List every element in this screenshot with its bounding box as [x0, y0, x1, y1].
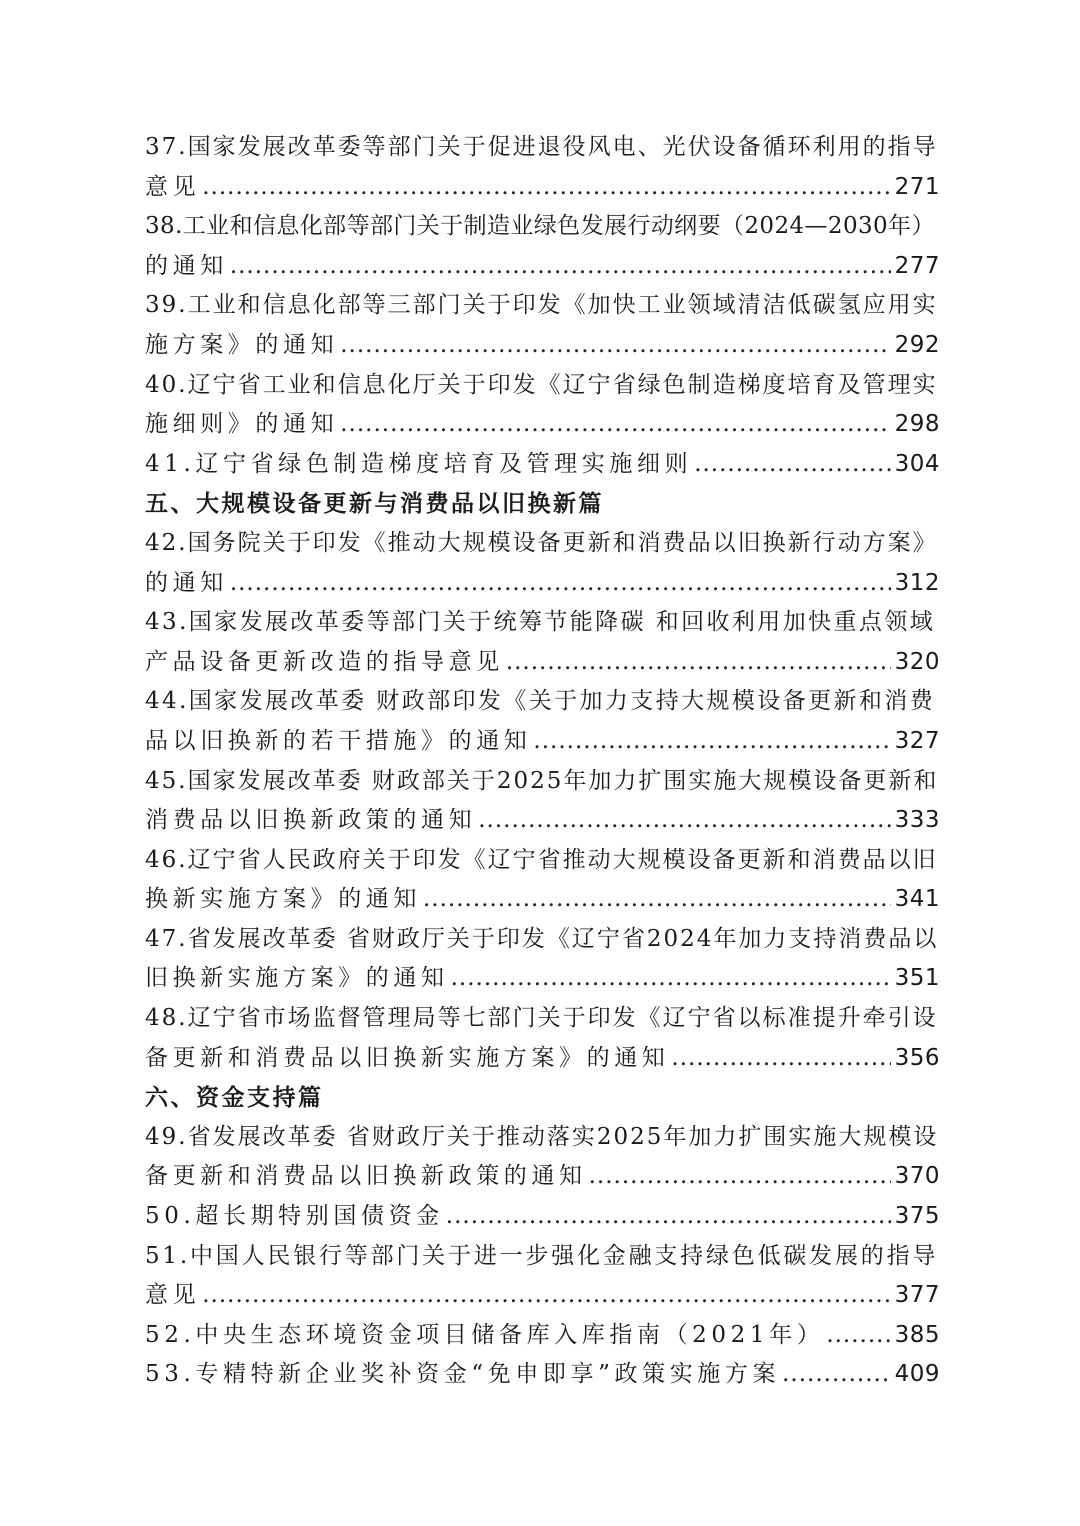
toc-entry-last-line — [145, 326, 940, 366]
section-heading: 六、资金支持篇 — [145, 1084, 324, 1112]
page-number: 271 — [894, 173, 940, 200]
toc-entry-last-line — [145, 564, 940, 604]
leader-dots — [589, 1157, 891, 1197]
toc-entry-last-line — [145, 801, 940, 841]
toc-entry-last-line — [145, 1276, 940, 1316]
page-number: 409 — [894, 1361, 940, 1388]
toc-entry-title-cont: 41.辽宁省绿色制造梯度培育及管理实施细则 — [145, 450, 693, 477]
toc-entry-title: 48.辽宁省市场监督管理局等七部门关于印发《辽宁省以标准提升牵引设 — [145, 1005, 938, 1032]
toc-entry-last-line — [145, 168, 940, 208]
toc-entry-last-line — [145, 722, 940, 762]
toc-entry-title: 37.国家发展改革委等部门关于促进退役风电、光伏设备循环利用的指导 — [145, 134, 938, 160]
toc-entry-title-cont: 备更新和消费品以旧换新政策的通知 — [145, 1163, 587, 1190]
toc-entry-last-line — [145, 880, 940, 920]
toc-entry-last-line — [145, 1197, 940, 1237]
toc-entry-last-line — [145, 1039, 940, 1079]
toc-entry-title-cont: 品以旧换新的若干措施》的通知 — [145, 727, 532, 754]
page-number: 351 — [894, 965, 940, 992]
toc-entry-title: 46.辽宁省人民政府关于印发《辽宁省推动大规模设备更新和消费品以旧 — [145, 846, 938, 873]
toc-entry-title-cont: 旧换新实施方案》的通知 — [145, 965, 449, 992]
page-number: 277 — [894, 252, 940, 279]
toc-entry-last-line — [145, 1157, 940, 1197]
section-heading: 五、大规模设备更新与消费品以旧换新篇 — [145, 490, 604, 518]
leader-dots — [478, 801, 890, 841]
page-number: 341 — [894, 886, 940, 913]
leader-dots — [671, 1039, 890, 1079]
toc-entry-title-cont: 52.中央生态环境资金项目储备库入库指南（2021年） — [145, 1321, 825, 1348]
table-of-contents — [145, 128, 940, 1395]
toc-entry-title-cont: 意见 — [145, 1282, 201, 1309]
page-number: 292 — [894, 331, 940, 358]
toc-entry-last-line — [145, 959, 940, 999]
toc-entry-last-line — [145, 1316, 940, 1356]
toc-entry-title-cont: 换新实施方案》的通知 — [145, 886, 421, 913]
page-number: 312 — [894, 569, 940, 596]
leader-dots — [451, 959, 891, 999]
toc-entry-title: 38.工业和信息化部等部门关于制造业绿色发展行动纲要（2024—2030年） — [145, 213, 935, 240]
leader-dots — [230, 564, 891, 604]
leader-dots — [826, 1316, 890, 1356]
toc-entry-title: 51.中国人民银行等部门关于进一步强化金融支持绿色低碳发展的指导 — [145, 1242, 939, 1269]
toc-entry-last-line — [145, 1355, 940, 1395]
toc-entry-last-line — [145, 247, 940, 287]
toc-entry-title: 40.辽宁省工业和信息化厅关于印发《辽宁省绿色制造梯度培育及管理实 — [145, 371, 938, 398]
toc-entry-title-cont: 施细则》的通知 — [145, 411, 339, 438]
page-number: 385 — [894, 1321, 940, 1348]
toc-entry-title-cont: 意见 — [145, 173, 201, 200]
leader-dots — [694, 445, 890, 485]
toc-entry-title-cont: 备更新和消费品以旧换新实施方案》的通知 — [145, 1044, 670, 1071]
leader-dots — [782, 1355, 890, 1395]
page-number: 327 — [894, 727, 940, 754]
toc-entry-title: 45.国家发展改革委 财政部关于2025年加力扩围实施大规模设备更新和 — [145, 767, 939, 794]
toc-entry-title-cont: 产品设备更新改造的指导意见 — [145, 648, 504, 675]
toc-entry-last-line — [145, 643, 940, 683]
page-number: 375 — [894, 1203, 940, 1230]
page-number: 370 — [894, 1163, 940, 1190]
toc-entry-last-line — [145, 445, 940, 485]
toc-entry-title-cont: 的通知 — [145, 252, 228, 279]
toc-entry-title: 42.国务院关于印发《推动大规模设备更新和消费品以旧换新行动方案》 — [145, 529, 938, 556]
leader-dots — [506, 643, 891, 683]
leader-dots — [340, 326, 890, 366]
toc-entry-title: 43.国家发展改革委等部门关于统筹节能降碳 和回收利用加快重点领域 — [145, 609, 936, 636]
toc-entry-title: 39.工业和信息化部等三部门关于印发《加快工业领域清洁低碳氢应用实 — [145, 292, 938, 319]
toc-entry-title: 44.国家发展改革委 财政部印发《关于加力支持大规模设备更新和消费 — [145, 688, 936, 715]
toc-entry-title-cont: 50.超长期特别国债资金 — [145, 1203, 444, 1230]
leader-dots — [202, 168, 890, 208]
leader-dots — [533, 722, 890, 762]
page-number: 304 — [894, 450, 940, 477]
toc-entry-title-cont: 施方案》的通知 — [145, 331, 339, 358]
toc-entry-title: 47.省发展改革委 省财政厅关于印发《辽宁省2024年加力支持消费品以 — [145, 925, 939, 952]
page-number: 377 — [894, 1282, 940, 1309]
toc-entry-title-cont: 的通知 — [145, 569, 228, 596]
leader-dots — [446, 1197, 891, 1237]
page-number: 333 — [894, 807, 940, 834]
toc-entry-title: 49.省发展改革委 省财政厅关于推动落实2025年加力扩围实施大规模设 — [145, 1123, 939, 1150]
page-number: 320 — [894, 648, 940, 675]
toc-entry-title-cont: 53.专精特新企业奖补资金“免申即享”政策实施方案 — [145, 1361, 781, 1388]
page-number: 298 — [894, 411, 940, 438]
toc-entry-title-cont: 消费品以旧换新政策的通知 — [145, 807, 477, 834]
leader-dots — [202, 1276, 890, 1316]
page-number: 356 — [894, 1044, 940, 1071]
leader-dots — [340, 405, 890, 445]
toc-entry-last-line — [145, 405, 940, 445]
leader-dots — [230, 247, 891, 287]
leader-dots — [423, 880, 891, 920]
